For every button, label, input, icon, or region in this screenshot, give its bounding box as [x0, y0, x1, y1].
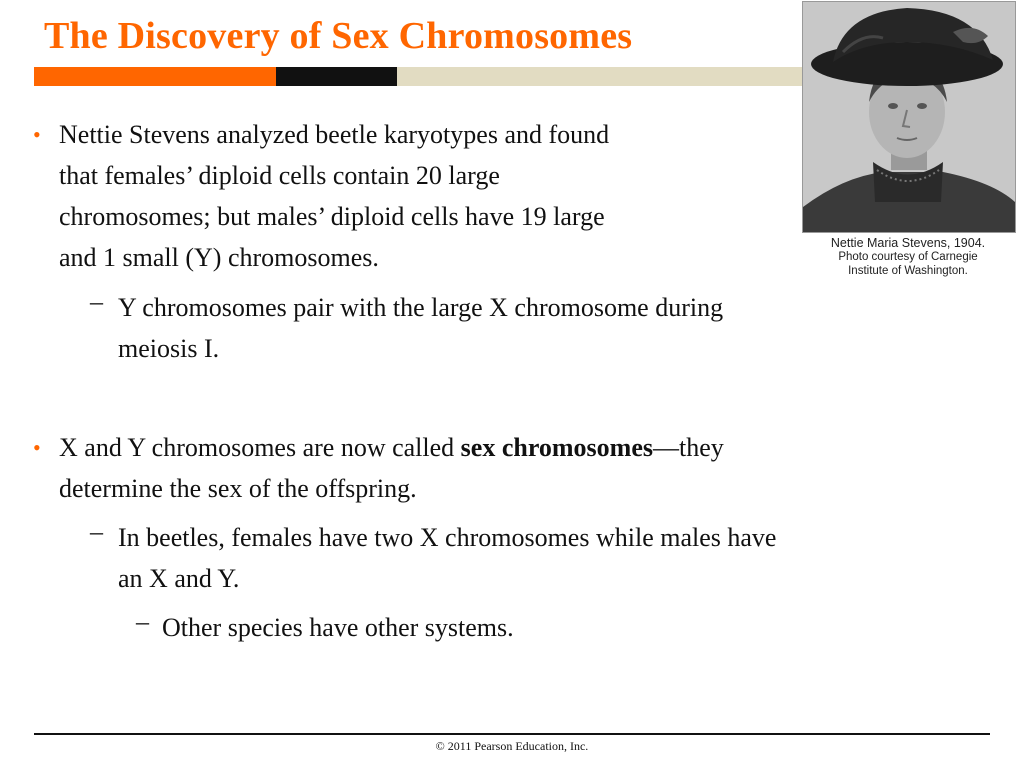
sub-bullet-2-line: an X and Y.	[118, 564, 240, 593]
bullet-2-text	[59, 427, 724, 509]
bullet-1-line: and 1 small (Y) chromosomes.	[59, 243, 379, 272]
sub-bullet-marker: –	[90, 517, 103, 546]
caption-line-1: Nettie Maria Stevens, 1904.	[830, 236, 986, 250]
sub-bullet-2-text	[118, 517, 776, 599]
accent-bar-black	[276, 67, 397, 86]
footer-divider	[34, 733, 990, 735]
bullet-1-text	[59, 114, 609, 278]
bullet-2-line-1-start: X and Y chromosomes are now called	[59, 433, 461, 462]
bullet-2-line-1-end: —they	[653, 433, 724, 462]
photo-caption	[806, 236, 1010, 278]
bullet-2-line-1	[59, 427, 724, 468]
bullet-1-line: Nettie Stevens analyzed beetle karyotypes and found	[59, 120, 610, 149]
portrait-photo	[802, 1, 1016, 233]
sub-bullet-1-text	[118, 287, 723, 369]
sex-chromosomes-term: sex chromosomes	[460, 433, 653, 462]
caption-line-3: Institute of Washington.	[848, 265, 968, 277]
bullet-1-line: that females’ diploid cells contain 20 large	[59, 161, 500, 190]
slide-title: The Discovery of Sex Chromosomes	[44, 15, 633, 57]
bullet-1-line: chromosomes; but males’ diploid cells have 19 large	[59, 202, 605, 231]
title-accent-bar	[34, 67, 805, 86]
bullet-2-line-2: determine the sex of the offspring.	[59, 474, 417, 503]
sub-bullet-1-line: meiosis I.	[118, 334, 220, 363]
sub-bullet-marker: –	[90, 287, 103, 316]
accent-bar-beige	[397, 67, 805, 86]
portrait-illustration	[803, 2, 1015, 232]
caption-line-2: Photo courtesy of Carnegie	[838, 251, 978, 263]
bullet-marker: •	[33, 435, 41, 460]
accent-bar-orange	[34, 67, 276, 86]
sub-bullet-2-line: In beetles, females have two X chromosomes while males have	[118, 523, 777, 552]
sub-sub-bullet-marker: –	[136, 607, 149, 636]
sub-sub-bullet-text: Other species have other systems.	[162, 613, 514, 642]
bullet-marker: •	[33, 122, 41, 147]
sub-bullet-1-line: Y chromosomes pair with the large X chromosome during	[118, 293, 724, 322]
copyright-footer: © 2011 Pearson Education, Inc.	[435, 739, 589, 753]
